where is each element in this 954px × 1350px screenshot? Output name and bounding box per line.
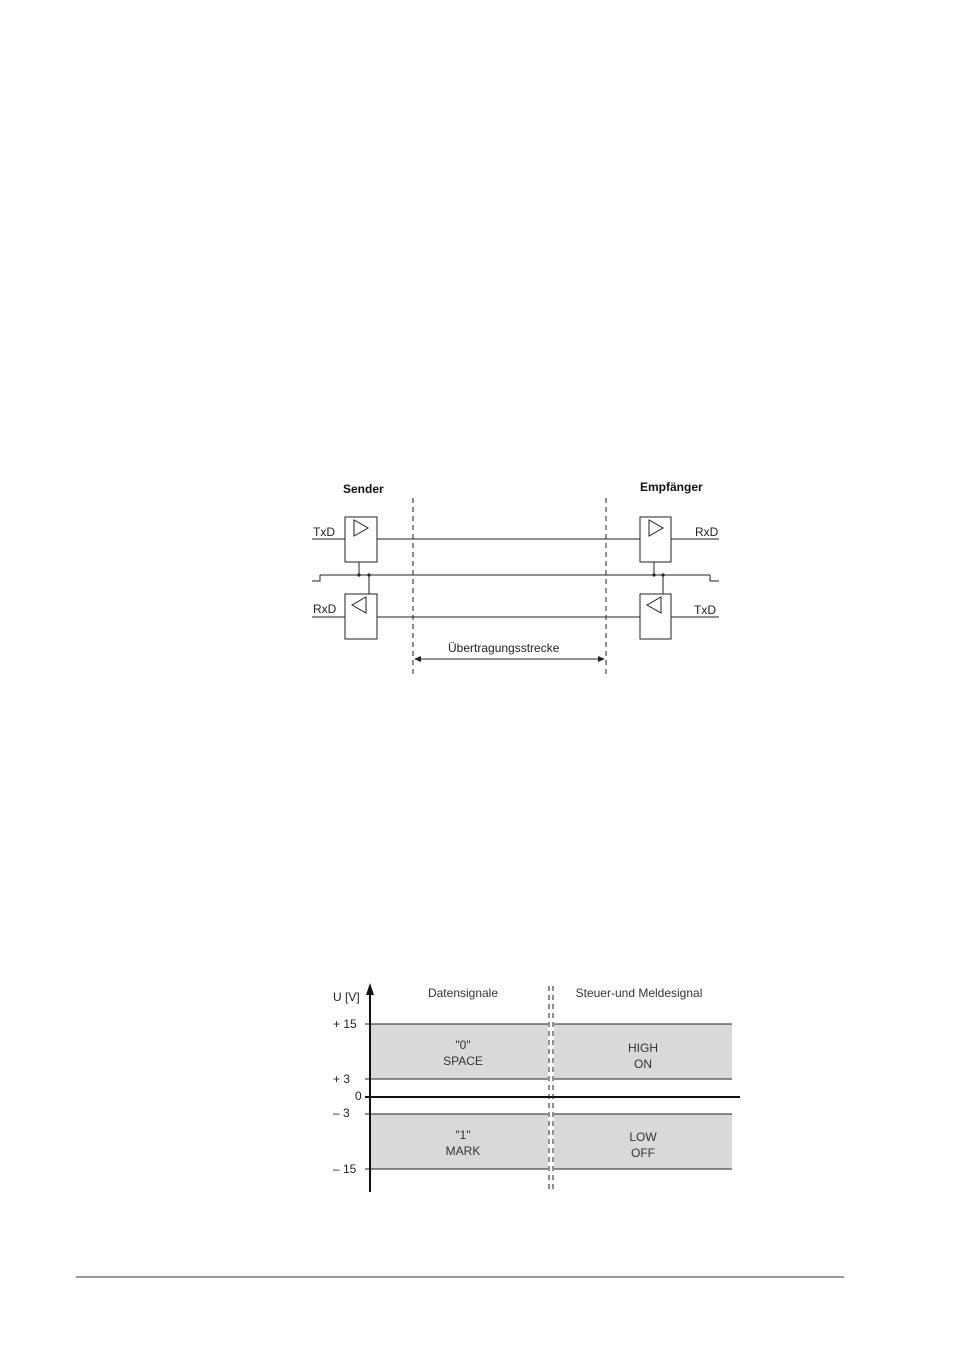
right-top-label: RxD — [695, 525, 719, 539]
upper-right-line2: ON — [634, 1057, 652, 1071]
right-ground-symbol — [710, 575, 719, 581]
sender-title: Sender — [343, 482, 384, 496]
left-ground-symbol — [312, 575, 320, 581]
left-bottom-label: RxD — [313, 602, 337, 616]
sender-receiver-box — [345, 594, 377, 639]
lower-right-line1: LOW — [629, 1130, 657, 1144]
upper-left-line2: SPACE — [443, 1054, 483, 1068]
axis-label: U [V] — [333, 990, 360, 1004]
junction-dot — [367, 573, 370, 576]
lower-left-line1: "1" — [455, 1128, 471, 1142]
transmission-diagram — [312, 480, 719, 678]
lower-right-line2: OFF — [631, 1146, 655, 1160]
tick-label-m3: – 3 — [333, 1106, 350, 1120]
upper-left-line1: "0" — [455, 1038, 471, 1052]
receiver-output-box — [640, 594, 671, 639]
header-left: Datensignale — [427, 986, 499, 1000]
tick-label-p3: + 3 — [333, 1072, 351, 1086]
junction-dot — [357, 573, 360, 576]
arrow-right-icon — [598, 656, 605, 662]
tick-label-p15: + 15 — [333, 1017, 357, 1031]
axis-arrow-up-icon — [366, 983, 374, 995]
voltage-level-diagram — [333, 983, 740, 1192]
tick-label-m15: – 15 — [333, 1162, 357, 1176]
left-top-label: TxD — [313, 525, 335, 539]
right-bottom-label: TxD — [694, 603, 716, 617]
junction-dot — [661, 573, 664, 576]
lower-left-line2: MARK — [445, 1144, 481, 1158]
arrow-left-icon — [414, 656, 421, 662]
header-right: Steuer-und Meldesignal — [575, 986, 703, 1000]
junction-dot — [652, 573, 655, 576]
upper-right-line1: HIGH — [628, 1041, 658, 1055]
span-label: Übertragungsstrecke — [448, 641, 560, 655]
receiver-title: Empfänger — [640, 480, 703, 494]
tick-label-zero: 0 — [355, 1089, 362, 1103]
